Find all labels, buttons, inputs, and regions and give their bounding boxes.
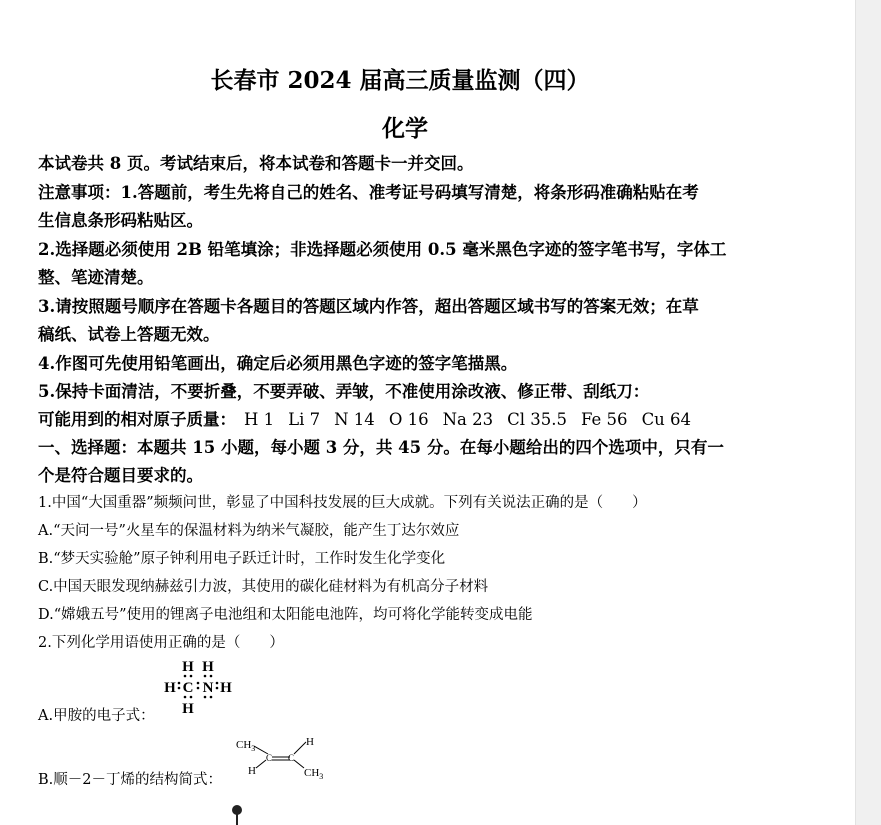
atomic-masses-label: 可能用到的相对原子质量： [38,410,236,429]
atom-n: N [202,680,214,696]
atomic-mass-item: Cl 35.5 [507,410,567,429]
instruction-line: 生信息条形码粘贴区。 [38,211,203,230]
atom-h: H [306,736,314,748]
instruction-line: 3.请按照题号顺序在答题卡各题目的答题区域内作答，超出答题区域书写的答案无效；在草 [38,297,699,316]
atomic-mass-item: O 16 [388,410,429,429]
atomic-mass-item: Fe 56 [581,410,628,429]
cis-2-butene-structure [230,732,335,784]
atomic-mass-item: N 14 [334,410,375,429]
atomic-mass-item: Cu 64 [641,410,692,429]
instruction-line: 注意事项：1.答题前，考生先将自己的姓名、准考证号码填写清楚，将条形码准确粘贴在考 [38,183,699,202]
atomic-masses [38,406,705,430]
atom-c: C [288,753,295,763]
question-1-option-b: B.“梦天实验舱”原子钟利用电子跃迁计时，工作时发生化学变化 [38,551,446,567]
atom-h: H [182,701,194,717]
methylamine-electron-formula [160,657,240,717]
question-1-option-c: C.中国天眼发现纳赫兹引力波，其使用的碳化硅材料为有机高分子材料 [38,579,489,595]
atom-h: H [182,659,194,675]
atomic-mass-item: H 1 [244,410,275,429]
instruction-line: 2.选择题必须使用 2B 铅笔填涂；非选择题必须使用 0.5 毫米黑色字迹的签字笔书写，字体工 [38,240,727,259]
atomic-mass-item: Li 7 [288,410,321,429]
question-2-stem: 2.下列化学用语使用正确的是（ ） [38,635,284,651]
subject-title: 化学 [382,115,428,142]
instruction-line: 稿纸、试卷上答题无效。 [38,325,220,344]
group-ch3: $CH_3$ [304,767,324,781]
instruction-line: 本试卷共 8 页。考试结束后，将本试卷和答题卡一并交回。 [38,154,474,173]
question-2-option-a: A.甲胺的电子式： [38,708,155,724]
page-title: 长春市 2024 届高三质量监测（四） [210,67,590,94]
instruction-line: 4.作图可先使用铅笔画出，确定后必须用黑色字迹的签字笔描黑。 [38,354,518,373]
question-1-stem: 1.中国“大国重器”频频问世，彰显了中国科技发展的巨大成就。下列有关说法正确的是（ ） [38,495,647,511]
atomic-mass-item: Na 23 [442,410,494,429]
atom-c: C [266,753,273,763]
atom-h: H [164,680,176,696]
instruction-line: 5.保持卡面清洁，不要折叠，不要弄破、弄皱，不准使用涂改液、修正带、刮纸刀： [38,382,650,401]
atom-h: H [248,765,256,777]
atom-h: H [220,680,232,696]
ball-stick-model-fragment [228,804,246,825]
vertical-scrollbar[interactable] [855,0,881,825]
group-ch3: $CH_3$ [236,739,256,753]
instruction-line: 整、笔迹清楚。 [38,268,154,287]
section-heading: 一、选择题：本题共 15 小题，每小题 3 分，共 45 分。在每小题给出的四个选项中，只有一 [38,438,724,457]
question-1-option-a: A.“天问一号”火星车的保温材料为纳米气凝胶，能产生丁达尔效应 [38,523,460,539]
atom-h: H [202,659,214,675]
question-2-option-b: B.顺－2－丁烯的结构简式： [38,772,222,788]
section-heading: 个是符合题目要求的。 [38,466,203,485]
atom-c: C [182,680,194,696]
question-1-option-d: D.“嫦娥五号”使用的锂离子电池组和太阳能电池阵，均可将化学能转变成电能 [38,607,533,623]
